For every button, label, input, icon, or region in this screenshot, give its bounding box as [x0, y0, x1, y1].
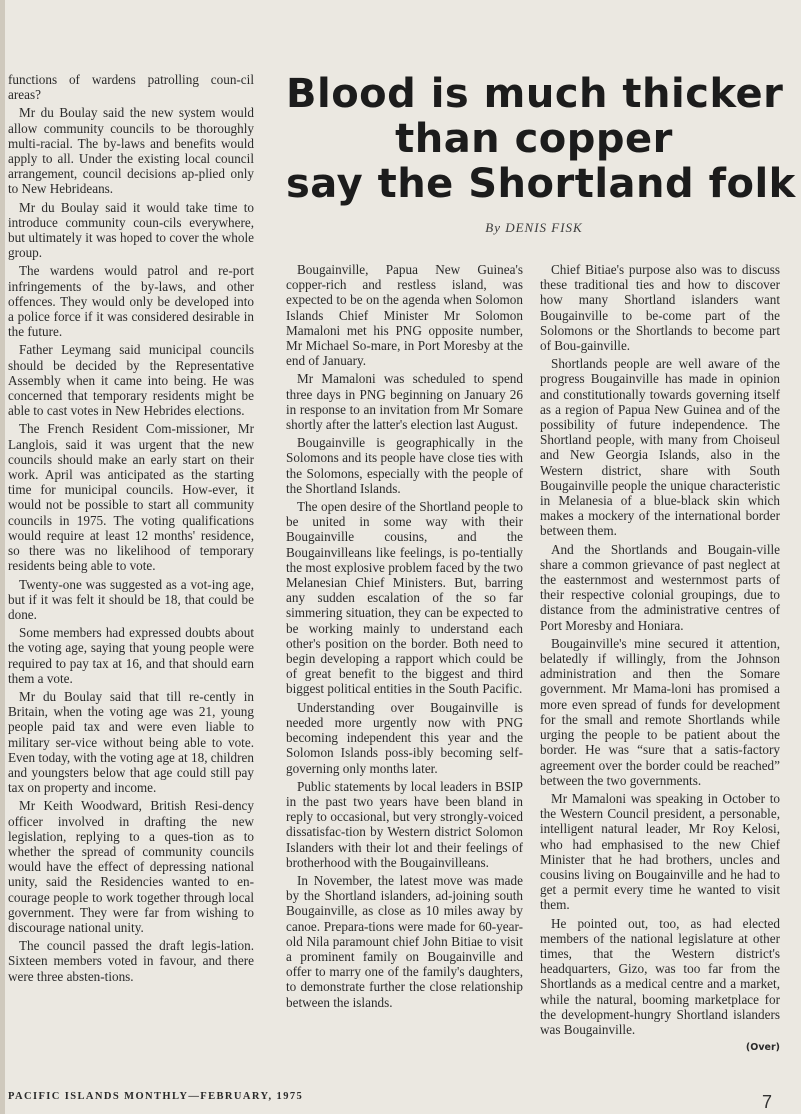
- page-footer: PACIFIC ISLANDS MONTHLY—FEBRUARY, 1975: [8, 1091, 304, 1102]
- left-column-continued-article: [8, 72, 254, 987]
- article-column-2: [540, 262, 780, 1055]
- paragraph: Father Leymang said municipal councils should be decided by the Representative Assembly when it came into being. He was concerned that temporary residents might be able to cast votes in New Hebrides elections.: [8, 342, 254, 419]
- page-spine-shadow: [0, 0, 5, 1114]
- article-byline: By DENIS FISK: [485, 220, 583, 235]
- paragraph: Bougainville, Papua New Guinea's copper-rich and restless island, was expected to be on the agenda when Solomon Islands Chief Minister Mr Solomon Mamaloni met his PNG opposite number, Mr Michael So-mare, in Port Moresby at the end of January.: [286, 262, 523, 369]
- paragraph: In November, the latest move was made by the Shortland islanders, ad-joining south Bougainville, as close as 10 miles away by canoe. Prepara-tions were made for 60-year-old Nila paramount chief John Bitiae to visit a prominent family on Bougainville and offer to marry one of the family's daughters, to demonstrate further the close relationship between the islands.: [286, 872, 523, 1010]
- paragraph: He pointed out, too, as had elected members of the national legislature at other times, that the Western district's headquarters, Gizo, was too far from the Shortlands as a medical centre and a market, while the natural, booming marketplace for the development-hungry Shortland islanders was Bougainville.: [540, 915, 780, 1037]
- article-column-1: [286, 262, 523, 1013]
- paragraph: functions of wardens patrolling coun-cil areas?: [8, 72, 254, 103]
- paragraph: Chief Bitiae's purpose also was to discuss these traditional ties and how to discover how many Shortland islanders want Bougainville to be-come part of the Solomons or the Shortlands to become part of Bou-gainville.: [540, 262, 780, 354]
- headline-line: than copper: [395, 116, 673, 162]
- paragraph: Bougainville is geographically in the Solomons and its people have close ties with the Solomons, especially with the people of the Shortland Islands.: [286, 435, 523, 496]
- paragraph: Some members had expressed doubts about the voting age, saying that young people were required to pay tax at 16, and that should earn them a vote.: [8, 625, 254, 686]
- paragraph: Mr du Boulay said the new system would allow community councils to be thoroughly multi-racial. The by-laws and benefits would apply to all. Under the existing local council arrangement, council decisions ap-plied only to New Hebrideans.: [8, 105, 254, 197]
- paragraph: Understanding over Bougainville is needed more urgently now with PNG becoming independent this year and the Solomon Islands poss-ibly becoming self-governing only months later.: [286, 699, 523, 776]
- paragraph: Mr du Boulay said that till re-cently in Britain, when the voting age was 21, young people paid tax and were even liable to military ser-vice without being able to vote. Even today, with the voting age at 18, children and youngsters below that age could still pay tax on property and income.: [8, 688, 254, 796]
- page-number: 7: [762, 1092, 773, 1112]
- headline-line: say the Shortland folk: [286, 161, 796, 207]
- paragraph: And the Shortlands and Bougain-ville share a common grievance of past neglect at the easternmost and westernmost parts of their respective colonial groupings, due to distance from the administrative centres of Port Moresby and Honiara.: [540, 541, 780, 633]
- paragraph: The wardens would patrol and re-port infringements of the by-laws, and other offences. They would only be developed into a police force if it was considered desirable in the future.: [8, 263, 254, 340]
- paragraph: Bougainville's mine secured it attention, belatedly if willingly, from the Johnson administration and then the Somare government. Mr Mama-loni has promised a more even spread of funds for development for the small and remote Shortlands while urging the people to be patient about the border. He was “sure that a satis-factory agreement over the border could be reached” between the two governments.: [540, 635, 780, 788]
- paragraph: Mr du Boulay said it would take time to introduce community coun-cils everywhere, but ultimately it was hoped to cover the whole group.: [8, 199, 254, 261]
- headline-line: Blood is much thicker: [286, 71, 784, 117]
- paragraph: Mr Mamaloni was speaking in October to the Western Council president, a personable, intelligent natural leader, Mr Roy Kelosi, who had emphasised to the new Chief Minister that he had brothers, uncles and cousins living on Bougainville and he had to get a permit every time he wanted to visit them.: [540, 790, 780, 913]
- paragraph: The open desire of the Shortland people to be united in some way with their Bougainville cousins, and the Bougainvilleans like feelings, is po-tentially the most explosive problem faced by the two Melanesian Chief Ministers. But, barring any sudden escalation of the so far simmering situation, they can be expected to be working mainly to understand each other's position on the border. Both need to begin developing a rapport which could be of great benefit to the biggest and third biggest political entities in the South Pacific.: [286, 499, 523, 697]
- article-headline: [286, 71, 796, 207]
- paragraph: The council passed the draft legis-lation. Sixteen members voted in favour, and there were three absten-tions.: [8, 938, 254, 984]
- paragraph: Public statements by local leaders in BSIP in the past two years have been bland in reply to occasional, but very strongly-voiced dissatisfac-tion by Western district Solomon Islanders with their lot and their feelings of brotherhood with the Bougainvilleans.: [286, 778, 523, 870]
- paragraph: Shortlands people are well aware of the progress Bougainville has made in opinion and constitutionally towards governing itself as a region of Papua New Guinea and of the possibility of future independence. The Shortland people, with many from Choiseul and New Georgia Islands, also in the Western district, share with South Bougainville people the unique characteristic in Melanesia of a blue-black skin which makes a mockery of the international border between them.: [540, 356, 780, 539]
- paragraph: Twenty-one was suggested as a vot-ing age, but if it was felt it should be 18, that could be done.: [8, 576, 254, 622]
- continued-over-label: (Over): [745, 1042, 780, 1054]
- paragraph: The French Resident Com-missioner, Mr Langlois, said it was urgent that the new councils should make an early start on their work. April was anticipated as the starting time for municipal councils. How-ever, it would not be possible to start all community councils in 1975. The voting qualifications would require at least 12 months' residence, so there was no likelihood of temporary residents being able to vote.: [8, 421, 254, 574]
- paragraph: Mr Keith Woodward, British Resi-dency officer involved in drafting the new legislation, replying to a ques-tion as to whether the spread of community councils would have the effect of depressing national unity, said the Residencies wanted to en-courage people to work together through local government. They were far from wishing to discourage national unity.: [8, 798, 254, 935]
- paragraph: Mr Mamaloni was scheduled to spend three days in PNG beginning on January 26 in response to an invitation from Mr Somare shortly after the latter's election last August.: [286, 371, 523, 433]
